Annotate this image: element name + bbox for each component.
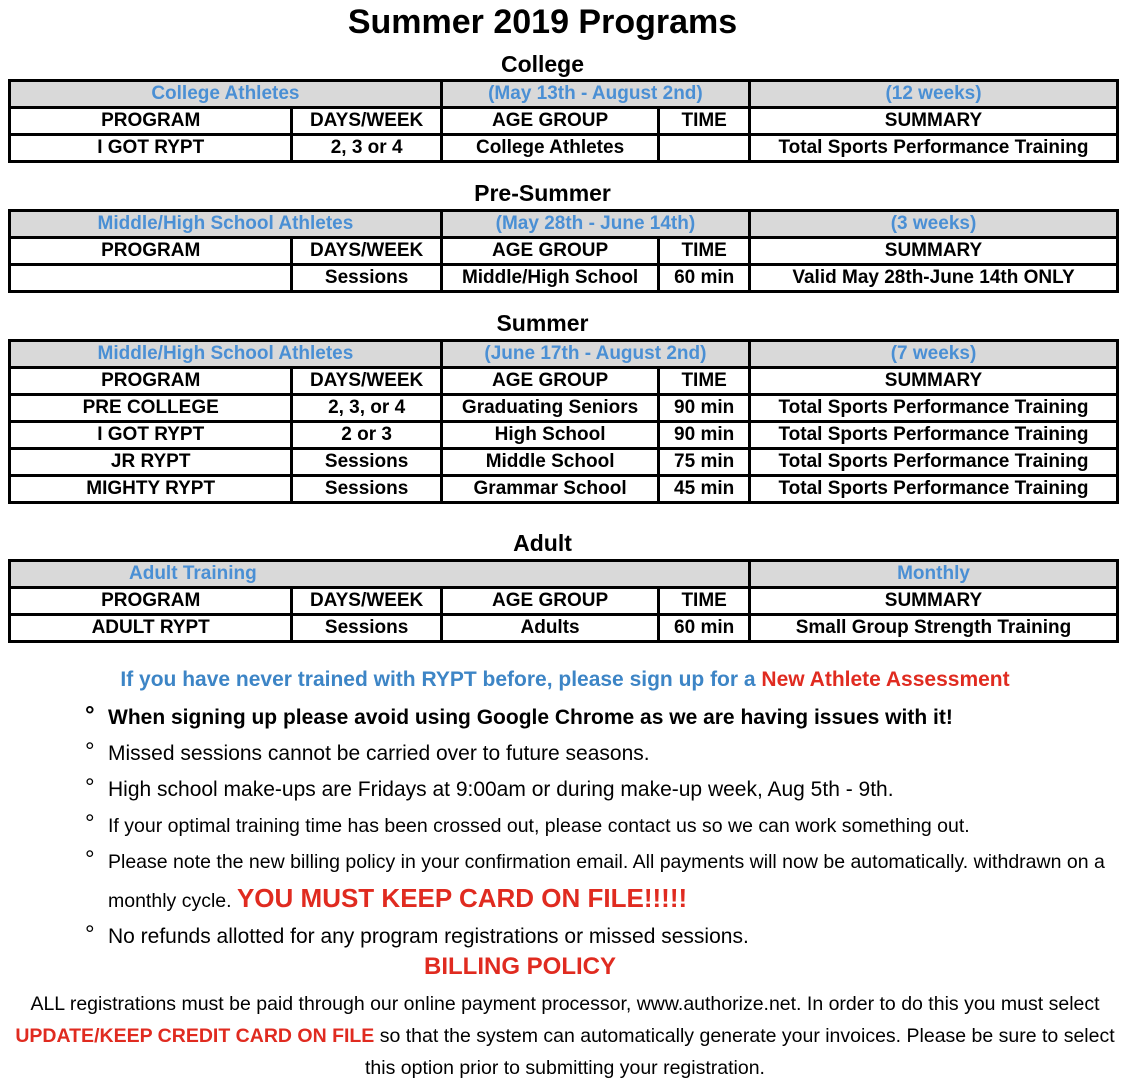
billing-policy-text xyxy=(12,988,1118,1084)
section-title-summer: Summer xyxy=(496,310,589,336)
band-duration: (7 weeks) xyxy=(750,341,1118,368)
billing-text-part2: so that the system can automatically generate your invoices. Please be sure to select this option prior to submitting your registration. xyxy=(365,1025,1115,1079)
makeups-note: High school make-ups are Fridays at 9:00am or during make-up week, Aug 5th - 9th. xyxy=(108,778,894,801)
billing-highlight: UPDATE/KEEP CREDIT CARD ON FILE xyxy=(15,1025,375,1047)
band-duration: (12 weeks) xyxy=(750,81,1118,108)
table-row xyxy=(10,615,1118,642)
keep-card-warning: YOU MUST KEEP CARD ON FILE!!!!! xyxy=(236,883,688,913)
header-summary: SUMMARY xyxy=(750,238,1118,265)
section-title-college: College xyxy=(500,51,585,77)
cell-summary: Valid May 28th-June 14th ONLY xyxy=(750,265,1118,292)
section-title-presummer: Pre-Summer xyxy=(474,180,611,206)
page-title: Summer 2019 Programs xyxy=(347,3,738,41)
cell-summary: Total Sports Performance Training xyxy=(750,422,1118,449)
cell-summary: Total Sports Performance Training xyxy=(750,449,1118,476)
header-days: DAYS/WEEK xyxy=(292,238,441,265)
adult-table xyxy=(8,559,1119,643)
band-dates: (May 28th - June 14th) xyxy=(441,211,749,238)
table-row xyxy=(10,135,1118,162)
presummer-band xyxy=(10,211,1118,238)
cell-program: MIGHTY RYPT xyxy=(10,476,292,503)
cell-age: Middle/High School xyxy=(441,265,658,292)
table-row xyxy=(10,395,1118,422)
cell-age: College Athletes xyxy=(441,135,658,162)
cell-time xyxy=(659,135,750,162)
band-audience: Middle/High School Athletes xyxy=(10,211,442,238)
header-time: TIME xyxy=(659,588,750,615)
new-athlete-assessment-link[interactable]: New Athlete Assessment xyxy=(761,668,1010,691)
section-title-adult: Adult xyxy=(513,530,572,556)
cell-program xyxy=(10,265,292,292)
header-age: AGE GROUP xyxy=(441,238,658,265)
refunds-note: No refunds allotted for any program registrations or missed sessions. xyxy=(108,925,749,948)
table-row xyxy=(10,476,1118,503)
header-days: DAYS/WEEK xyxy=(292,108,441,135)
cell-days: Sessions xyxy=(292,265,441,292)
billing-note: Please note the new billing policy in your confirmation email. All payments will now be automatically. withdrawn on a monthly cycle. xyxy=(108,851,1105,912)
cell-time: 60 min xyxy=(659,615,750,642)
cell-days: Sessions xyxy=(292,615,441,642)
header-time: TIME xyxy=(659,238,750,265)
header-time: TIME xyxy=(659,108,750,135)
missed-sessions-note: Missed sessions cannot be carried over to future seasons. xyxy=(108,742,650,765)
table-row xyxy=(10,449,1118,476)
header-row xyxy=(10,238,1118,265)
cell-time: 90 min xyxy=(659,395,750,422)
header-row xyxy=(10,108,1118,135)
band-audience: Adult Training xyxy=(10,561,750,588)
table-row xyxy=(10,422,1118,449)
band-dates: (June 17th - August 2nd) xyxy=(441,341,749,368)
header-program: PROGRAM xyxy=(10,108,292,135)
optimal-time-note: If your optimal training time has been crossed out, please contact us so we can work something out. xyxy=(108,815,970,837)
header-age: AGE GROUP xyxy=(441,108,658,135)
cell-days: 2 or 3 xyxy=(292,422,441,449)
adult-band xyxy=(10,561,1118,588)
table-row xyxy=(10,265,1118,292)
cell-summary: Total Sports Performance Training xyxy=(750,395,1118,422)
band-duration: (3 weeks) xyxy=(750,211,1118,238)
band-audience: College Athletes xyxy=(10,81,442,108)
cell-time: 60 min xyxy=(659,265,750,292)
cell-summary: Total Sports Performance Training xyxy=(750,135,1118,162)
info-list xyxy=(85,700,1125,955)
cell-days: 2, 3 or 4 xyxy=(292,135,441,162)
cell-days: 2, 3, or 4 xyxy=(292,395,441,422)
summer-band xyxy=(10,341,1118,368)
list-item xyxy=(85,919,1125,955)
cell-program: ADULT RYPT xyxy=(10,615,292,642)
header-age: AGE GROUP xyxy=(441,588,658,615)
cell-age: High School xyxy=(441,422,658,449)
list-item xyxy=(85,808,1125,844)
header-program: PROGRAM xyxy=(10,368,292,395)
list-item xyxy=(85,844,1125,919)
cell-age: Adults xyxy=(441,615,658,642)
billing-policy-title: BILLING POLICY xyxy=(424,953,616,980)
cell-program: PRE COLLEGE xyxy=(10,395,292,422)
header-summary: SUMMARY xyxy=(750,588,1118,615)
list-item xyxy=(85,736,1125,772)
header-summary: SUMMARY xyxy=(750,108,1118,135)
header-age: AGE GROUP xyxy=(441,368,658,395)
band-dates: (May 13th - August 2nd) xyxy=(441,81,749,108)
band-audience: Middle/High School Athletes xyxy=(10,341,442,368)
new-athlete-notice xyxy=(0,666,1130,694)
header-row xyxy=(10,588,1118,615)
cell-days: Sessions xyxy=(292,449,441,476)
header-days: DAYS/WEEK xyxy=(292,368,441,395)
cell-summary: Total Sports Performance Training xyxy=(750,476,1118,503)
cell-summary: Small Group Strength Training xyxy=(750,615,1118,642)
header-program: PROGRAM xyxy=(10,588,292,615)
header-program: PROGRAM xyxy=(10,238,292,265)
cell-age: Middle School xyxy=(441,449,658,476)
band-duration: Monthly xyxy=(750,561,1118,588)
cell-program: JR RYPT xyxy=(10,449,292,476)
header-days: DAYS/WEEK xyxy=(292,588,441,615)
header-summary: SUMMARY xyxy=(750,368,1118,395)
list-item xyxy=(85,700,1125,736)
header-row xyxy=(10,368,1118,395)
summer-table xyxy=(8,339,1119,504)
cell-age: Graduating Seniors xyxy=(441,395,658,422)
list-item xyxy=(85,772,1125,808)
notice-text: If you have never trained with RYPT before, please sign up for a xyxy=(120,668,762,691)
college-band xyxy=(10,81,1118,108)
cell-program: I GOT RYPT xyxy=(10,422,292,449)
header-time: TIME xyxy=(659,368,750,395)
cell-time: 90 min xyxy=(659,422,750,449)
billing-text-part1: ALL registrations must be paid through our online payment processor, www.authorize.net. In order to do this you must select xyxy=(30,993,1100,1015)
cell-days: Sessions xyxy=(292,476,441,503)
cell-time: 45 min xyxy=(659,476,750,503)
cell-program: I GOT RYPT xyxy=(10,135,292,162)
cell-time: 75 min xyxy=(659,449,750,476)
chrome-warning: When signing up please avoid using Google Chrome as we are having issues with it! xyxy=(108,706,953,729)
cell-age: Grammar School xyxy=(441,476,658,503)
presummer-table xyxy=(8,209,1119,293)
college-table xyxy=(8,79,1119,163)
